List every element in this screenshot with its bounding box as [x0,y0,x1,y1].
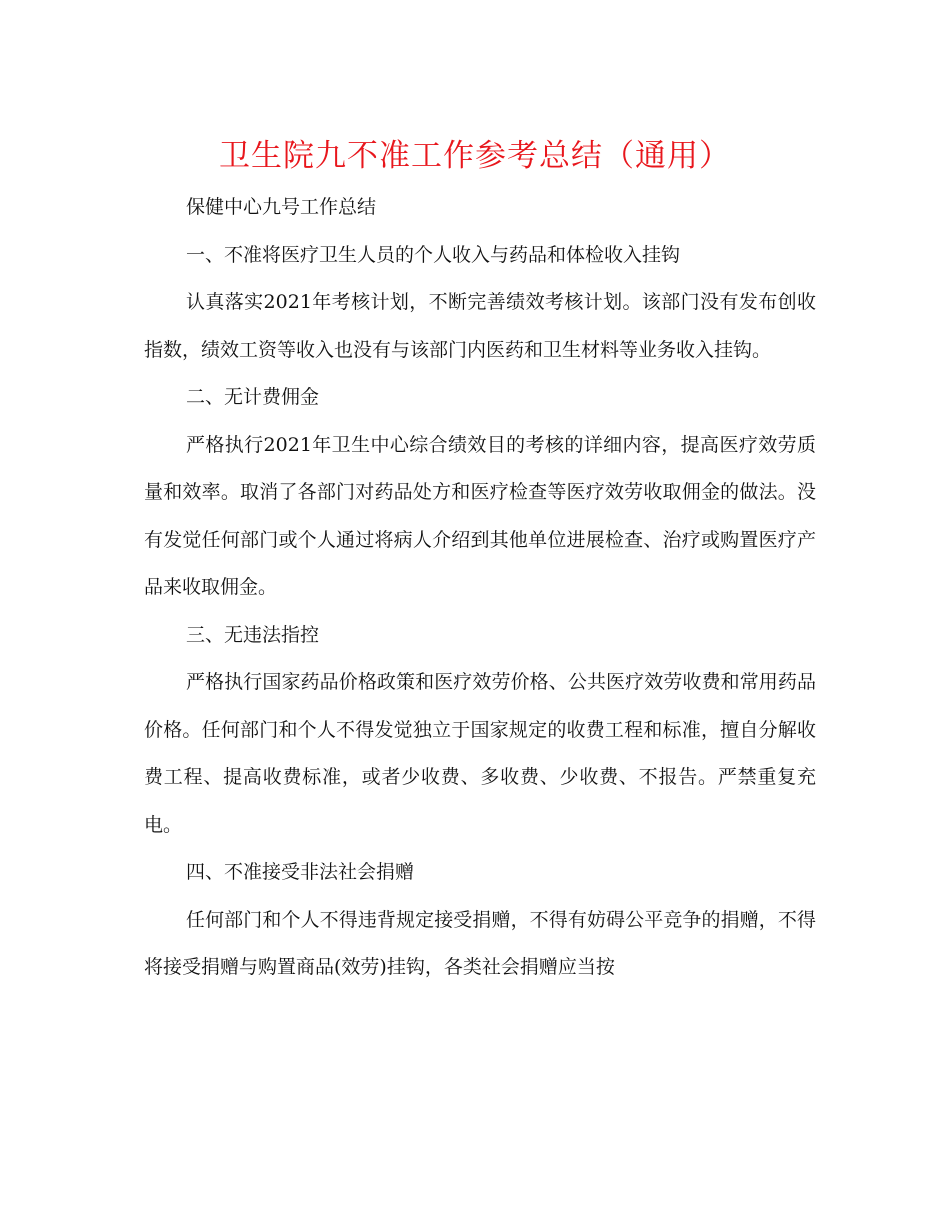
section-heading-2: 二、无计费佣金 [186,386,320,408]
section-body-2: 严格执行2021年卫生中心综合绩效目的考核的详细内容，提高医疗效劳质量和效率。取消了各部门对药品处方和医疗检查等医疗效劳收取佣金的做法。没有发觉任何部门或个人通过将病人介绍到其他单位进展检查、治疗或购置医疗产品来收取佣金。 [144,433,816,598]
section-heading-3: 三、无违法指控 [186,623,320,646]
section-body-1: 认真落实2021年考核计划，不断完善绩效考核计划。该部门没有发布创收指数，绩效工资等收入也没有与该部门内医药和卫生材料等业务收入挂钩。 [144,291,816,361]
document-title: 卫生院九不准工作参考总结（通用） [219,138,731,174]
section-heading-4: 四、不准接受非法社会捐赠 [186,861,415,883]
paragraph-subtitle: 保健中心九号工作总结 [186,196,377,218]
section-heading-1: 一、不准将医疗卫生人员的个人收入与药品和体检收入挂钩 [186,243,681,266]
section-body-3: 严格执行国家药品价格政策和医疗效劳价格、公共医疗效劳收费和常用药品价格。任何部门和个人不得发觉独立于国家规定的收费工程和标准，擅自分解收费工程、提高收费标准，或者少收费、多收费、少收费、不报告。严禁重复充电。 [144,671,816,836]
section-body-4: 任何部门和个人不得违背规定接受捐赠，不得有妨碍公平竞争的捐赠，不得将接受捐赠与购置商品(效劳)挂钩，各类社会捐赠应当按 [144,908,816,978]
document-body [144,184,816,992]
